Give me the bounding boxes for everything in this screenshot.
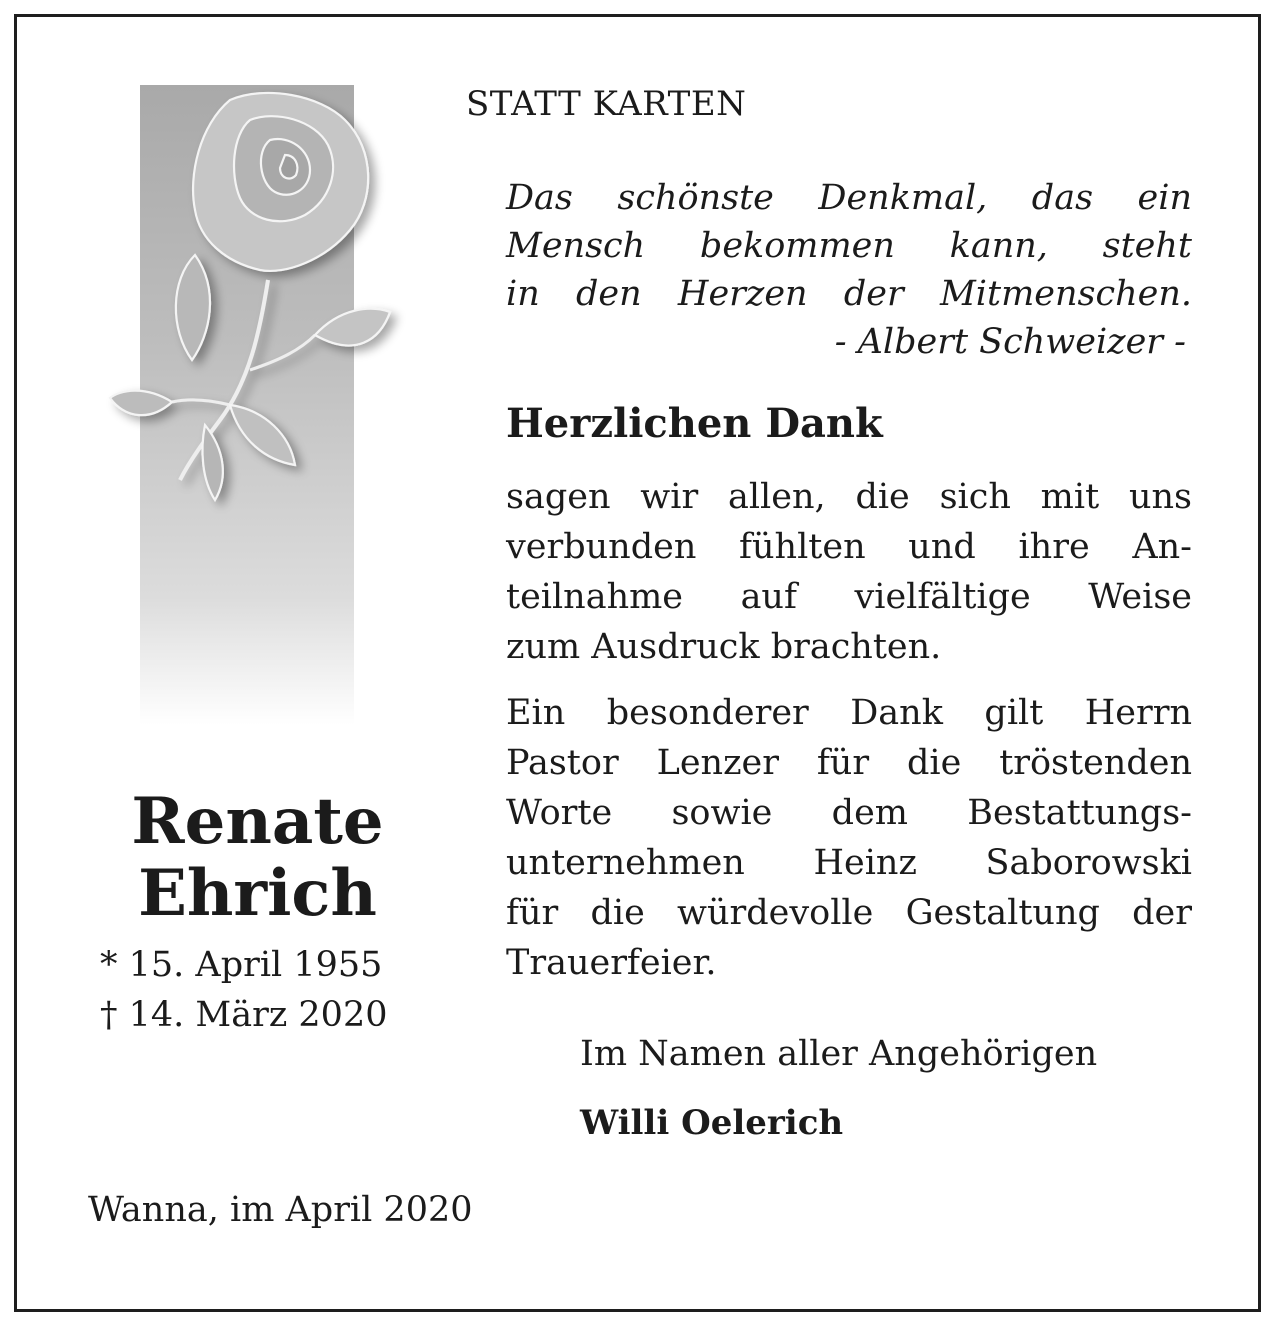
header-label: STATT KARTEN — [466, 84, 747, 124]
paragraph-line: verbunden fühlten und ihre An- — [506, 527, 1192, 567]
paragraph-line: sagen wir allen, die sich mit uns — [506, 477, 1192, 517]
paragraph-line: Pastor Lenzer für die tröstenden — [506, 743, 1192, 783]
place-date: Wanna, im April 2020 — [88, 1190, 473, 1230]
paragraph-line: zum Ausdruck brachten. — [506, 627, 942, 667]
thanks-heading: Herzlichen Dank — [506, 400, 883, 447]
quote-line: Das schönste Denkmal, das ein — [506, 178, 1192, 218]
life-dates — [100, 940, 388, 1040]
deceased-last-name: Ehrich — [138, 856, 377, 931]
special-thanks-paragraph — [506, 688, 1192, 988]
death-date: † 14. März 2020 — [100, 995, 388, 1035]
quote-block — [506, 174, 1192, 366]
paragraph-line: Ein besonderer Dank gilt Herrn — [506, 693, 1192, 733]
paragraph-line: unternehmen Heinz Saborowski — [506, 843, 1192, 883]
rose-icon — [100, 80, 420, 520]
paragraph-line: für die würdevolle Gestaltung der — [506, 893, 1192, 933]
signature-line: Im Namen aller Angehörigen — [580, 1034, 1098, 1074]
paragraph-line: Worte sowie dem Bestattungs- — [506, 793, 1192, 833]
deceased-name — [100, 786, 415, 930]
quote-line: in den Herzen der Mitmenschen. — [506, 274, 1192, 314]
deceased-first-name: Renate — [131, 784, 384, 859]
signature-name: Willi Oelerich — [580, 1103, 844, 1143]
thanks-paragraph — [506, 472, 1192, 672]
paragraph-line: teilnahme auf vielfältige Weise — [506, 577, 1192, 617]
paragraph-line: Trauerfeier. — [506, 943, 717, 983]
quote-author: - Albert Schweizer - — [834, 322, 1186, 362]
birth-date: * 15. April 1955 — [100, 945, 383, 985]
quote-line: Mensch bekommen kann, steht — [506, 226, 1192, 266]
